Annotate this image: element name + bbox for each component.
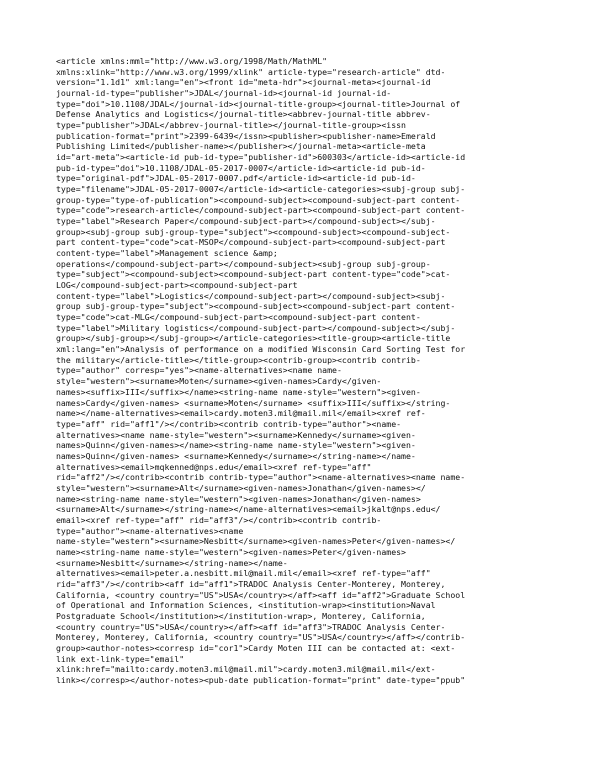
xml-source-line: publication-format="print">2399-6439</issn><publisher><publisher-name>Emerald — [56, 130, 436, 141]
xml-source-line: Monterey, Monterey, California, <country country="US">USA</country></aff></contrib- — [56, 632, 466, 643]
xml-source-line: type="subject"><compound-subject><compound-subject-part content-type="code">cat- — [56, 269, 451, 280]
xml-source-line: group></subj-group></subj-group></article-categories><title-group><article-title — [56, 333, 451, 344]
xml-source-line: names><suffix>III</suffix></name><string-name name-style="western"><given- — [56, 386, 421, 397]
xml-source-line: alternatives><email>peter.a.nesbitt.mil@mail.mil</email><xref ref-type="aff" — [56, 568, 431, 579]
xml-source-line: xmlns:xlink="http://www.w3.org/1999/xlink" article-type="research-article" dtd- — [56, 66, 446, 77]
xml-source-line: group><subj-group subj-group-type="subject"><compound-subject><compound-subject- — [56, 226, 451, 237]
xml-source-line: type="doi">10.1108/JDAL</journal-id><journal-title-group><journal-title>Journal of — [56, 98, 461, 109]
xml-source-line: rid="aff2"/></contrib><contrib contrib-type="author"><name-alternatives><name name- — [56, 472, 466, 483]
xml-source-line: content-type="label">Management science &amp; — [56, 248, 278, 259]
xml-source-line: type="author" corresp="yes"><name-alternatives><name name- — [56, 365, 342, 376]
xml-source-line: name><string-name name-style="western"><given-names>Jonathan</given-names> — [56, 493, 421, 504]
xml-source-line: xml:lang="en">Analysis of performance on a modified Wisconsin Card Sorting Test for — [56, 344, 466, 355]
xml-source-line: xlink:href="mailto:cardy.moten3.mil@mail.mil">cardy.moten3.mil@mail.mil</ext- — [56, 664, 436, 675]
xml-source-line: <surname>Alt</surname></string-name></name-alternatives><email>jkalt@nps.edu</ — [56, 504, 441, 515]
xml-source-line: type="code">cat-MLG</compound-subject-part><compound-subject-part content- — [56, 312, 421, 323]
xml-source-line: group subj-group-type="subject"><compound-subject><compound-subject-part content- — [56, 301, 456, 312]
xml-source-line: group><author-notes><corresp id="cor1">Cardy Moten III can be contacted at: <ext- — [56, 642, 456, 653]
xml-source-line: LOG</compound-subject-part><compound-subject-part — [56, 280, 298, 291]
xml-source-line: type="original-pdf">JDAL-05-2017-0007.pdf</article-id><article-id pub-id- — [56, 173, 416, 184]
xml-source-line: Postgraduate School</institution></institution-wrap>, Monterey, California, — [56, 610, 426, 621]
xml-source-line: names>Quinn</given-names></name><string-name name-style="western"><given- — [56, 440, 416, 451]
xml-source-line: name></name-alternatives><email>cardy.moten3.mil@mail.mil</email><xref ref- — [56, 408, 426, 419]
xml-source-line: the military</article-title></title-group><contrib-group><contrib contrib- — [56, 354, 421, 365]
xml-source-document — [56, 56, 576, 686]
xml-source-line: type="aff" rid="aff1"/></contrib><contrib contrib-type="author"><name- — [56, 418, 402, 429]
xml-source-line: content-type="label">Logistics</compound-subject-part></compound-subject><subj- — [56, 290, 446, 301]
xml-source-line: operations</compound-subject-part></compound-subject><subj-group subj-group- — [56, 258, 431, 269]
xml-source-line: type="label">Research Paper</compound-subject-part></compound-subject></subj- — [56, 216, 436, 227]
xml-source-line: Publishing Limited</publisher-name></publisher></journal-meta><article-meta — [56, 141, 426, 152]
xml-source-line: name-style="western"><surname>Nesbitt</surname><given-names>Peter</given-names></ — [56, 536, 456, 547]
xml-source-line: pub-id-type="doi">10.1108/JDAL-05-2017-0007</article-id><article-id pub-id- — [56, 162, 426, 173]
xml-source-line: style="western"><surname>Moten</surname><given-names>Cardy</given- — [56, 376, 382, 387]
xml-source-line: journal-id-type="publisher">JDAL</journal-id><journal-id journal-id- — [56, 88, 392, 99]
xml-source-line: names>Cardy</given-names> <surname>Moten</surname> <suffix>III</suffix></string- — [56, 397, 451, 408]
xml-source-line: rid="aff3"/></contrib><aff id="aff1">TRADOC Analysis Center-Monterey, Monterey, — [56, 578, 446, 589]
xml-source-line: alternatives><email>mqkenned@nps.edu</email><xref ref-type="aff" — [56, 461, 372, 472]
xml-source-line: of Operational and Information Sciences, <institution-wrap><institution>Naval — [56, 600, 436, 611]
xml-source-line: link></corresp></author-notes><pub-date publication-format="print" date-type="ppub" — [56, 674, 466, 685]
xml-source-line: <surname>Nesbitt</surname></string-name></name- — [56, 557, 288, 568]
xml-source-line: <country country="US">USA</country></aff><aff id="aff3">TRADOC Analysis Center- — [56, 621, 446, 632]
xml-source-line: id="art-meta"><article-id pub-id-type="publisher-id">600303</article-id><article-id — [56, 152, 466, 163]
xml-source-line: link ext-link-type="email" — [56, 653, 185, 664]
xml-source-line: email><xref ref-type="aff" rid="aff3"/></contrib><contrib contrib- — [56, 514, 382, 525]
xml-source-line: type="publisher">JDAL</abbrev-journal-title></journal-title-group><issn — [56, 120, 406, 131]
xml-source-line: alternatives><name name-style="western"><surname>Kennedy</surname><given- — [56, 429, 416, 440]
xml-source-line: group-type="type-of-publication"><compound-subject><compound-subject-part content- — [56, 194, 461, 205]
xml-source-line: names>Quinn</given-names> <surname>Kennedy</surname></string-name></name- — [56, 450, 416, 461]
xml-source-line: type="code">research-article</compound-subject-part><compound-subject-part content- — [56, 205, 466, 216]
xml-source-line: Defense Analytics and Logistics</journal-title><abbrev-journal-title abbrev- — [56, 109, 431, 120]
xml-source-line: version="1.1d1" xml:lang="en"><front id="meta-hdr"><journal-meta><journal-id — [56, 77, 431, 88]
xml-source-line: type="author"><name-alternatives><name — [56, 525, 244, 536]
xml-source-line: type="label">Military logistics</compound-subject-part></compound-subject></subj- — [56, 322, 456, 333]
xml-source-line: style="western"><surname>Alt</surname><given-names>Jonathan</given-names></ — [56, 482, 426, 493]
xml-source-line: California, <country country="US">USA</country></aff><aff id="aff2">Graduate School — [56, 589, 466, 600]
xml-source-line: type="filename">JDAL-05-2017-0007</article-id><article-categories><subj-group subj- — [56, 184, 466, 195]
xml-source-line: part content-type="code">cat-MSOP</compound-subject-part><compound-subject-part — [56, 237, 446, 248]
xml-source-line: <article xmlns:mml="http://www.w3.org/1998/Math/MathML" — [56, 56, 328, 66]
xml-source-line: name><string-name name-style="western"><given-names>Peter</given-names> — [56, 546, 406, 557]
